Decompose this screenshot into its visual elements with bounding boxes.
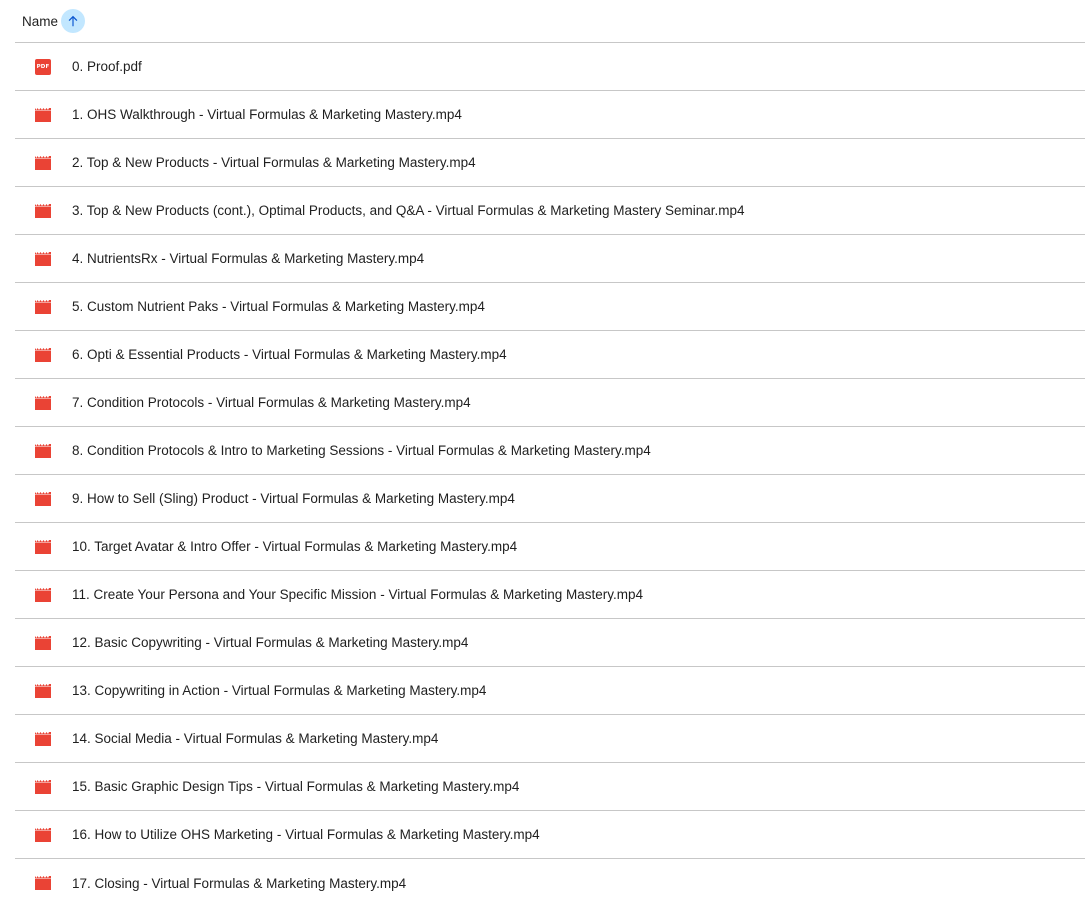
file-name: 3. Top & New Products (cont.), Optimal Products, and Q&A - Virtual Formulas & Marketing Mastery Seminar.mp4: [72, 203, 745, 218]
video-icon: [35, 252, 51, 266]
file-name: 14. Social Media - Virtual Formulas & Marketing Mastery.mp4: [72, 731, 439, 746]
file-name: 2. Top & New Products - Virtual Formulas & Marketing Mastery.mp4: [72, 155, 476, 170]
video-icon: [35, 636, 51, 650]
file-name: 17. Closing - Virtual Formulas & Marketing Mastery.mp4: [72, 875, 407, 891]
file-row[interactable]: [15, 379, 1085, 427]
name-column-header[interactable]: Name: [22, 13, 59, 29]
video-icon: [35, 828, 51, 842]
file-row[interactable]: [15, 763, 1085, 811]
video-icon: [35, 348, 51, 362]
video-icon: [35, 396, 51, 410]
file-row[interactable]: [15, 139, 1085, 187]
file-name: 11. Create Your Persona and Your Specific Mission - Virtual Formulas & Marketing Mastery.mp4: [72, 587, 644, 602]
file-name: 6. Opti & Essential Products - Virtual Formulas & Marketing Mastery.mp4: [72, 347, 507, 362]
video-icon: [35, 444, 51, 458]
video-icon: [35, 732, 51, 746]
file-name: 12. Basic Copywriting - Virtual Formulas & Marketing Mastery.mp4: [72, 635, 469, 650]
file-name: 16. How to Utilize OHS Marketing - Virtual Formulas & Marketing Mastery.mp4: [72, 827, 540, 842]
file-name: 0. Proof.pdf: [72, 59, 142, 74]
file-name: 5. Custom Nutrient Paks - Virtual Formulas & Marketing Mastery.mp4: [72, 299, 485, 314]
video-icon: [35, 156, 51, 170]
file-name: 7. Condition Protocols - Virtual Formulas & Marketing Mastery.mp4: [72, 395, 471, 410]
file-row[interactable]: [15, 811, 1085, 859]
file-row[interactable]: [15, 427, 1085, 475]
file-name: 15. Basic Graphic Design Tips - Virtual Formulas & Marketing Mastery.mp4: [72, 779, 520, 794]
file-row[interactable]: [15, 859, 1085, 904]
video-icon: [35, 780, 51, 794]
sort-button[interactable]: [61, 9, 85, 33]
video-icon: [35, 684, 51, 698]
file-row[interactable]: [15, 475, 1085, 523]
file-name: 10. Target Avatar & Intro Offer - Virtual Formulas & Marketing Mastery.mp4: [72, 539, 518, 554]
video-icon: [35, 588, 51, 602]
file-row[interactable]: [15, 571, 1085, 619]
file-row[interactable]: [15, 283, 1085, 331]
column-header-row: [15, 0, 1085, 43]
video-icon: [35, 492, 51, 506]
video-icon: [35, 540, 51, 554]
file-name: 8. Condition Protocols & Intro to Marketing Sessions - Virtual Formulas & Marketing Mastery.mp4: [72, 443, 651, 458]
video-icon: [35, 876, 51, 890]
video-icon: [35, 108, 51, 122]
video-icon: [35, 300, 51, 314]
file-name: 1. OHS Walkthrough - Virtual Formulas & Marketing Mastery.mp4: [72, 107, 462, 122]
file-row[interactable]: [15, 43, 1085, 91]
file-row[interactable]: [15, 91, 1085, 139]
file-row[interactable]: [15, 331, 1085, 379]
file-row[interactable]: [15, 667, 1085, 715]
file-row[interactable]: [15, 235, 1085, 283]
video-icon: [35, 204, 51, 218]
file-row[interactable]: [15, 523, 1085, 571]
file-row[interactable]: [15, 187, 1085, 235]
pdf-icon: PDF: [35, 59, 51, 75]
file-row[interactable]: [15, 715, 1085, 763]
file-name: 4. NutrientsRx - Virtual Formulas & Marketing Mastery.mp4: [72, 251, 425, 266]
arrow-upward-icon: [66, 14, 80, 28]
file-name: 13. Copywriting in Action - Virtual Formulas & Marketing Mastery.mp4: [72, 683, 487, 698]
file-name: 9. How to Sell (Sling) Product - Virtual Formulas & Marketing Mastery.mp4: [72, 491, 515, 506]
file-rows: [0, 43, 1085, 904]
file-row[interactable]: [15, 619, 1085, 667]
